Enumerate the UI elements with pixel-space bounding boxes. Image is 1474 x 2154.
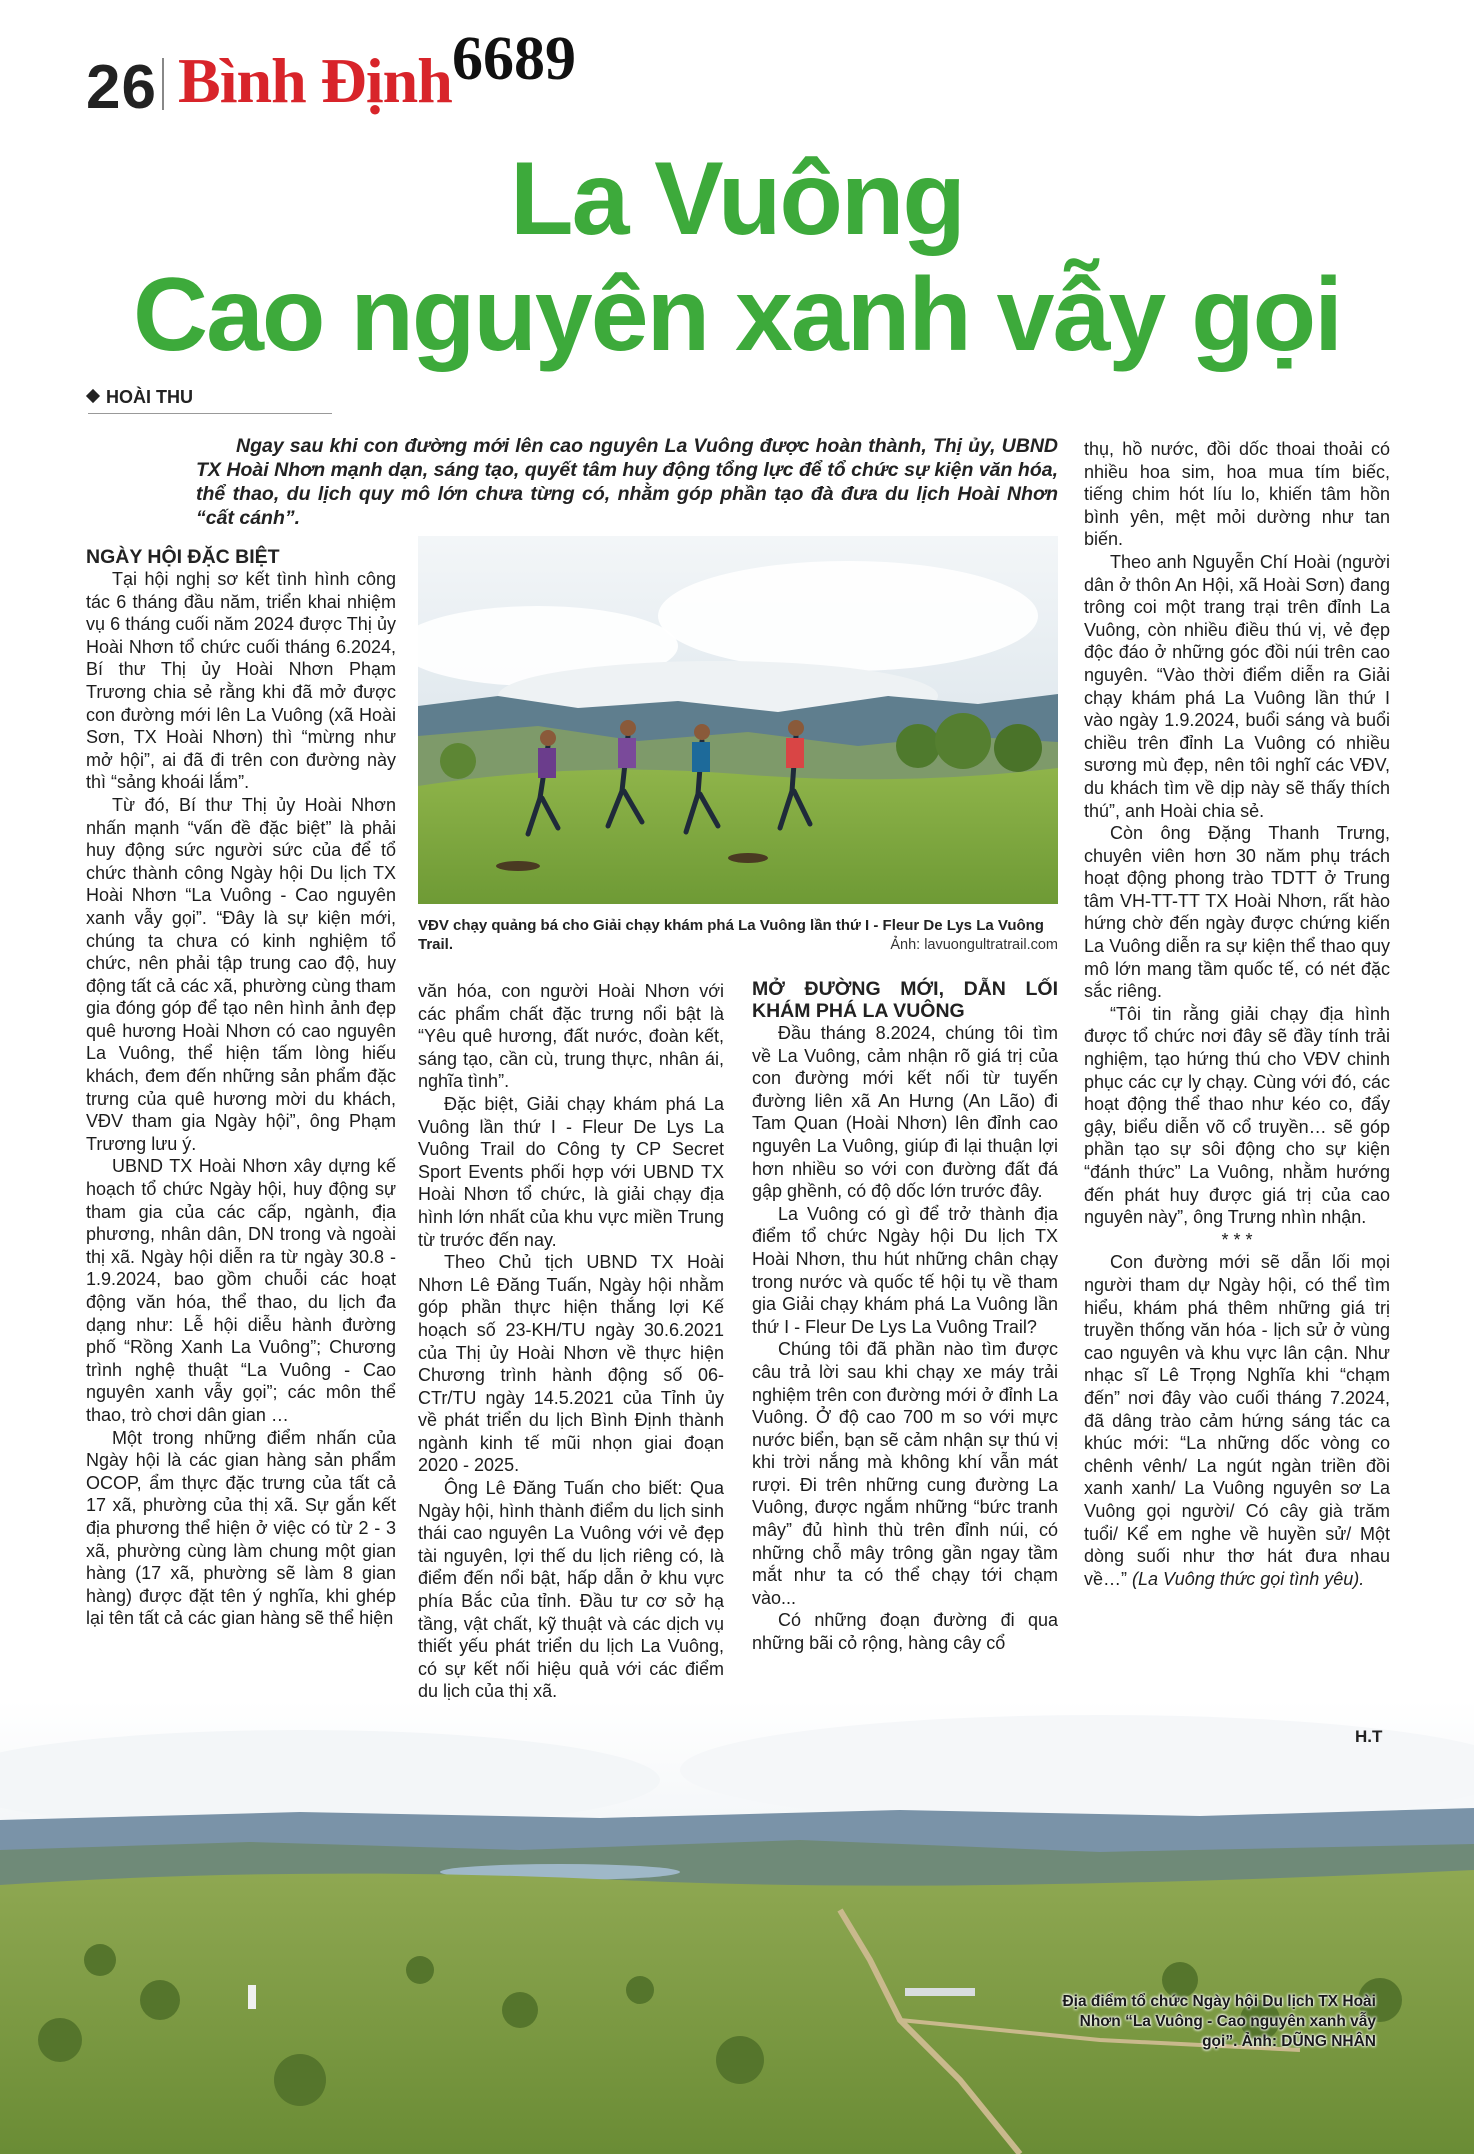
article-column-1 [86,546,396,1630]
paragraph: văn hóa, con người Hoài Nhơn với các phẩm chất đặc trưng nổi bật là “Yêu quê hương, đất nước, đoàn kết, sáng tạo, cần cù, trung thực, nhân ái, nghĩa tình”. [418,981,724,1092]
page-number: 26 [86,53,157,122]
paragraph: Theo anh Nguyễn Chí Hoài (người dân ở thôn An Hội, xã Hoài Sơn) đang trông coi một trang trại trên đỉnh La Vuông, còn nhiều điều thú vị, vẻ đẹp độc đáo ở những góc đồi núi trên cao nguyên. “Vào thời điểm diễn ra Giải chạy khám phá La Vuông lần thứ I vào ngày 1.9.2024, buổi sáng và buổi chiều trên đỉnh La Vuông có nhiều sương mù đẹp, nên tôi nghĩ các VĐV, du khách tìm về dịp này sẽ thấy thích thú”, anh Hoài chia sẻ. [1084,551,1390,821]
paragraph: Còn ông Đặng Thanh Trưng, chuyên viên hơn 30 năm phụ trách hoạt động phong trào TDTT ở Trung tâm VH-TT-TT TX Hoài Nhơn, rất hào hứng chờ đến ngày được chứng kiến La Vuông diễn ra sự kiện thể thao quy mô lớn mang tầm quốc tế, có nét đặc sắc riêng. [1084,823,1390,1002]
landscape-photo [0,1700,1474,2154]
paragraph [1084,1251,1390,1590]
paragraph: Chúng tôi đã phần nào tìm được câu trả lời sau khi chạy xe máy trải nghiệm trên con đường mới ở đỉnh La Vuông. Ở độ cao 700 m so với mực nước biển, bạn sẽ cảm nhận sự thú vị khi trời nắng mà không khí vẫn mát rượi. Đi trên những cung đường La Vuông, được ngắm những “bức tranh mây” đủ hình thù trên đỉnh núi, có những chỗ mây trông gần ngay tầm mắt như ta có thể chạy tới chạm vào... [752,1339,1058,1608]
paragraph: Ông Lê Đăng Tuấn cho biết: Qua Ngày hội, hình thành điểm du lịch sinh thái cao nguyên La Vuông với vẻ đẹp tài nguyên, lợi thế du lịch riêng có, là điểm đến nổi bật, hấp dẫn ở khu vực phía Bắc của tỉnh. Đầu tư cơ sở hạ tầng, vật chất, kỹ thuật và các dịch vụ thiết yếu phát triển du lịch La Vuông, có sự kết nối hiệu quả với các điểm du lịch của thị xã. [418,1478,724,1702]
runners-photo [418,536,1058,904]
paragraph: La Vuông có gì để trở thành địa điểm tổ chức Ngày hội Du lịch TX Hoài Nhơn, thu hút những chân chạy trong nước và quốc tế hội tụ về tham gia Giải chạy khám phá La Vuông lần thứ I - Fleur De Lys La Vuông Trail? [752,1203,1058,1337]
diamond-icon [86,389,100,403]
photo1-credit: Ảnh: lavuongultratrail.com [890,937,1058,953]
paragraph: Tại hội nghị sơ kết tình hình công tác 6 tháng đầu năm, triển khai nhiệm vụ 6 tháng cuối năm 2024 được Thị ủy Hoài Nhơn tổ chức cuối tháng 6.2024, Bí thư Thị ủy Hoài Nhơn Phạm Trương chia sẻ rằng khi đã mở được con đường mới lên La Vuông (xã Hoài Sơn, TX Hoài Nhơn) thì “mừng như mở hội”, ai đã đi trên con đường này thì “sảng khoái lắm”. [86,569,396,793]
article-column-4 [1084,438,1390,1590]
article-title-line1: La Vuông [510,141,964,257]
author-name: HOÀI THU [106,387,193,407]
paragraph: Có những đoạn đường đi qua những bãi cỏ rộng, hàng cây cổ [752,1610,1058,1654]
paragraph: thụ, hồ nước, đồi dốc thoai thoải có nhiều hoa sim, hoa mua tím biếc, tiếng chim hót líu lo, khiến tâm hồn bình yên, mệt mỏi dường như tan biến. [1084,439,1390,550]
paragraph-text: Con đường mới sẽ dẫn lối mọi người tham dự Ngày hội, có thể tìm hiểu, khám phá thêm những giá trị truyền thống văn hóa - lịch sử ở vùng cao nguyên và khu vực lân cận. Như nhạc sĩ Lê Trọng Nghĩa khi “chạm đến” nơi đây vào cuối tháng 7.2024, đã dâng trào cảm hứng sáng tác ca khúc mới: “La những dốc vòng co chênh vênh/ La ngút ngàn triền đồi xanh xanh/ La Vuông nguyên sơ La Vuông gọi người/ Có cây già trăm tuổi/ Kể em nghe về huyền sử/ Một dòng suối như thơ hát đưa nhau về…” [1084,1252,1390,1589]
paragraph: Từ đó, Bí thư Thị ủy Hoài Nhơn nhấn mạnh “vấn đề đặc biệt” là phải huy động sức người sức của để tổ chức thành công Ngày hội Du lịch TX Hoài Nhơn “La Vuông - Cao nguyên xanh vẫy gọi”. “Đây là sự kiện mới, chúng ta chưa có kinh nghiệm tổ chức, nên phải tập trung cao độ, huy động tất cả các xã, phường cùng tham gia đóng góp để tạo nên hình ảnh đẹp quê hương Hoài Nhơn có cao nguyên La Vuông, thể hiện tấm lòng hiếu khách, đem đến những sản phẩm đặc trưng của quê hương mời du khách, VĐV tham gia Ngày hội”, ông Phạm Trương lưu ý. [86,794,396,1154]
article-lead: Ngay sau khi con đường mới lên cao nguyên La Vuông được hoàn thành, Thị ủy, UBND TX Hoài Nhơn mạnh dạn, sáng tạo, quyết tâm huy động tổng lực để tổ chức sự kiện văn hóa, thể thao, du lịch quy mô lớn chưa từng có, nhằm góp phần tạo đà đưa du lịch Hoài Nhơn “cất cánh”. [196,435,1058,529]
article-title-line2: Cao nguyên xanh vẫy gọi [132,257,1342,373]
subheading: NGÀY HỘI ĐẶC BIỆT [86,546,280,568]
paragraph: UBND TX Hoài Nhơn xây dựng kế hoạch tổ chức Ngày hội, huy động sự tham gia của các cấp, ngành, địa phương, nhân dân, DN trong và ngoài thị xã. Ngày hội diễn ra từ ngày 30.8 - 1.9.2024, bao gồm chuỗi các hoạt động văn hóa, thể thao, du lịch đa dạng như: Lễ hội diễu hành đường phố “Rồng Xanh La Vuông”; Chương trình nghệ thuật “La Vuông - Cao nguyên xanh vẫy gọi”; các môn thể thao, trò chơi dân gian … [86,1156,396,1425]
byline [88,387,193,408]
song-title: (La Vuông thức gọi tình yêu). [1132,1568,1365,1589]
paragraph: Đặc biệt, Giải chạy khám phá La Vuông lần thứ I - Fleur De Lys La Vuông Trail do Công ty CP Secret Sport Events phối hợp với UBND TX Hoài Nhơn tổ chức, là giải chạy địa hình lớn nhất của khu vực miền Trung từ trước đến nay. [418,1093,724,1250]
byline-divider [88,413,332,414]
author-signature: H.T [1355,1727,1383,1746]
issue-number: 6689 [452,25,576,93]
paragraph: Theo Chủ tịch UBND TX Hoài Nhơn Lê Đăng Tuấn, Ngày hội nhằm góp phần thực hiện thắng lợi Kế hoạch số 23-KH/TU ngày 30.6.2021 của Thị ủy Hoài Nhơn về thực hiện Chương trình hành động số 06-CTr/TU ngày 14.5.2021 của Tỉnh ủy về phát triển du lịch Bình Định thành ngành kinh tế mũi nhọn giai đoạn 2020 - 2025. [418,1252,724,1476]
subheading: MỞ ĐƯỜNG MỚI, DẪN LỐI KHÁM PHÁ LA VUÔNG [752,978,1058,1022]
paragraph: Đầu tháng 8.2024, chúng tôi tìm về La Vuông, cảm nhận rõ giá trị của con đường mới kết nối từ tuyến đường liên xã An Hưng (An Lão) đi Tam Quan (Hoài Nhơn) lên đỉnh cao nguyên La Vuông, giúp đi lại thuận lợi hơn nhiều so với con đường đất đá gập ghềnh, có độ dốc lớn trước đây. [752,1023,1058,1202]
photo2-caption: Địa điểm tổ chức Ngày hội Du lịch TX Hoài Nhơn “La Vuông - Cao nguyên xanh vẫy gọi”. Ảnh: DŨNG NHÂN [1062,1993,1376,2050]
photo1-caption: VĐV chạy quảng bá cho Giải chạy khám phá La Vuông lần thứ I - Fleur De Lys La Vuông Trail. [418,917,1044,953]
section-separator: * * * [1221,1229,1253,1250]
newspaper-logo: Bình Định [178,45,452,116]
paragraph: Một trong những điểm nhấn của Ngày hội là các gian hàng sản phẩm OCOP, ẩm thực đặc trưng của tất cả 17 xã, phường của thị xã. Sự gắn kết địa phương thể hiện ở việc có từ 2 - 3 xã, phường cùng làm chung một gian hàng (17 xã, phường sẽ làm 8 gian hàng) được đặt tên ý nghĩa, khi ghép lại tên tất cả các gian hàng sẽ thể hiện [86,1427,396,1629]
article-column-3 [752,978,1058,1655]
article-column-2 [418,980,724,1703]
header-divider [162,58,164,110]
paragraph: “Tôi tin rằng giải chạy địa hình được tổ chức nơi đây sẽ đầy tính trải nghiệm, tạo hứng thú cho VĐV chinh phục các cự ly chạy. Cùng với đó, các hoạt động thể thao như kéo co, đẩy gậy, biểu diễn võ cổ truyền… sẽ góp phần tạo sự sôi động cho sự kiện “đánh thức” La Vuông, nhằm hướng đến phát huy được giá trị của cao nguyên này”, ông Trưng nhìn nhận. [1084,1003,1390,1228]
